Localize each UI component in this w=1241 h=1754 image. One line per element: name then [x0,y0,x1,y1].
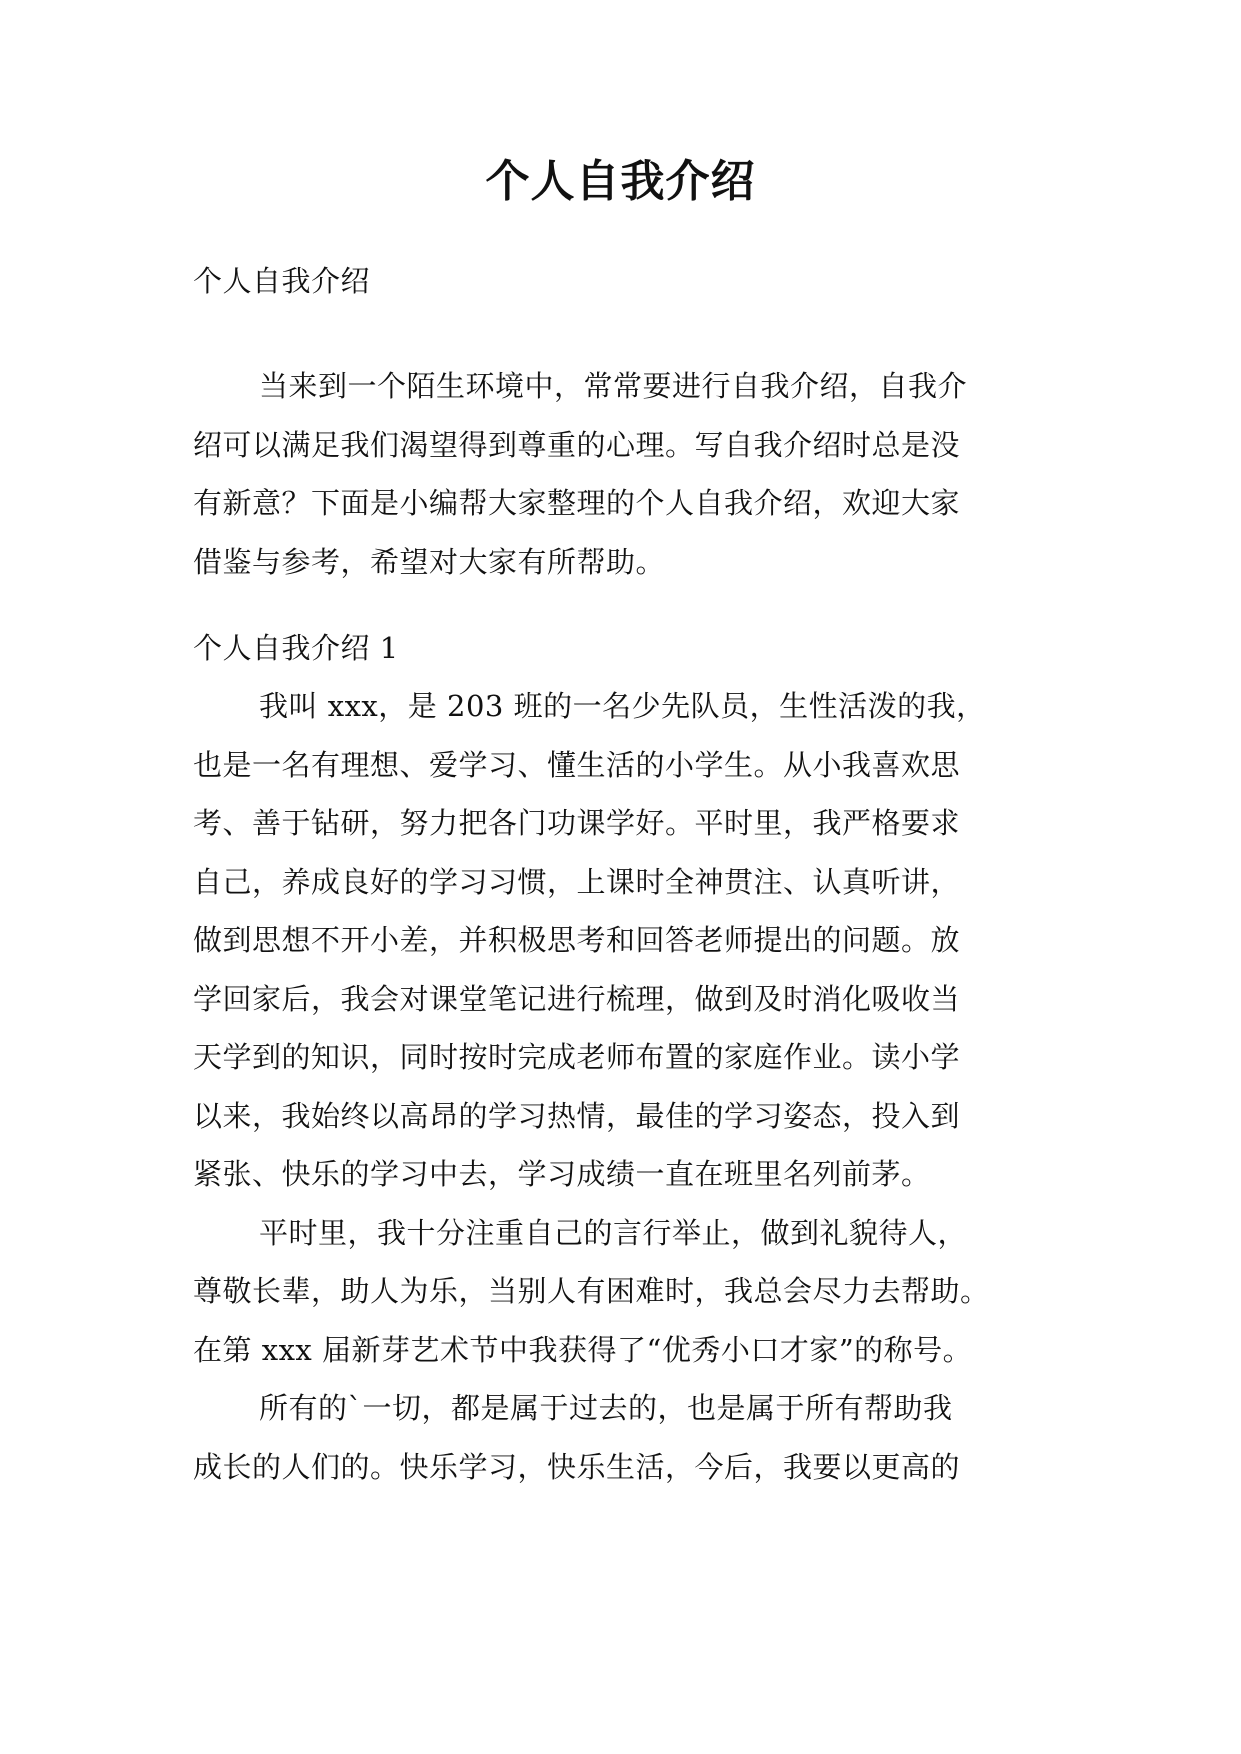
section-heading [193,619,1053,678]
text-line: 当来到一个陌生环境中，常常要进行自我介绍，自我介 [259,369,968,403]
text-line: 借鉴与参考，希望对大家有所帮助。 [193,544,666,579]
text-line: 学回家后，我会对课堂笔记进行梳理，做到及时消化吸收当 [193,981,961,1016]
text-line: 尊敬长辈，助人为乐，当别人有困难时，我总会尽力去帮助。 [193,1274,990,1308]
text-line: 在第 xxx 届新芽艺术节中我获得了“优秀小口才家”的称号。 [193,1332,973,1367]
subtitle-text: 个人自我介绍 [193,264,371,298]
intro-paragraph [193,357,1053,591]
page-title: 个人自我介绍 [485,156,756,207]
text-line: 有新意？下面是小编帮大家整理的个人自我介绍，欢迎大家 [193,486,961,520]
text-line: 我叫 xxx，是 203 班的一名少先队员，生性活泼的我， [259,689,986,723]
section-heading-text: 个人自我介绍 1 [193,631,399,665]
section-body [193,677,1053,1496]
text-line: 紧张、快乐的学习中去，学习成绩一直在班里名列前茅。 [193,1157,931,1191]
text-line: 绍可以满足我们渴望得到尊重的心理。写自我介绍时总是没 [193,427,961,462]
text-line: 平时里，我十分注重自己的言行举止，做到礼貌待人， [259,1215,968,1250]
text-line: 做到思想不开小差，并积极思考和回答老师提出的问题。放 [193,923,961,957]
text-line: 成长的人们的。快乐学习，快乐生活，今后，我要以更高的 [193,1449,961,1484]
text-line: 也是一名有理想、爱学习、懂生活的小学生。从小我喜欢思 [193,747,961,782]
text-line: 考、善于钻研，努力把各门功课学好。平时里，我严格要求 [193,806,961,840]
text-line: 以来，我始终以高昂的学习热情，最佳的学习姿态，投入到 [193,1098,961,1133]
text-line: 自己，养成良好的学习习惯，上课时全神贯注、认真听讲， [193,864,961,899]
subtitle [193,252,1053,311]
text-line: 所有的`一切，都是属于过去的，也是属于所有帮助我 [259,1391,953,1425]
text-line: 天学到的知识，同时按时完成老师布置的家庭作业。读小学 [193,1040,961,1074]
